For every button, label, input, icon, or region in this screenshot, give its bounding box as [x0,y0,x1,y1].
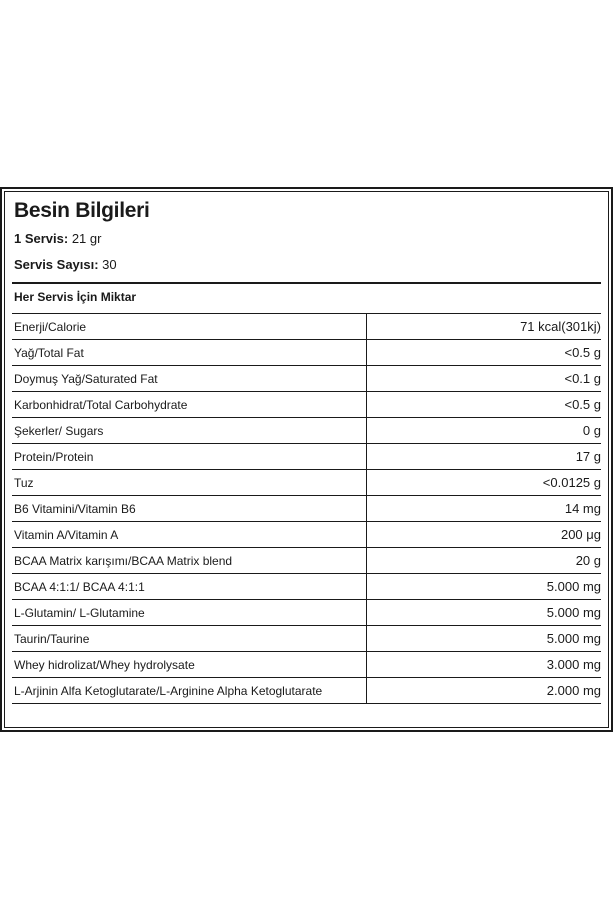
nutrient-value: 17 g [366,444,601,470]
nutrient-name: Enerji/Calorie [12,314,366,340]
table-row [12,366,601,392]
nutrient-name: Protein/Protein [12,444,366,470]
nutrient-name: Karbonhidrat/Total Carbohydrate [12,392,366,418]
nutrient-name: Yağ/Total Fat [12,340,366,366]
nutrient-name: L-Glutamin/ L-Glutamine [12,600,366,626]
table-row [12,418,601,444]
nutrition-label [0,187,613,732]
servings-label: Servis Sayısı: [14,257,99,272]
nutrient-value: 71 kcal(301kj) [366,314,601,340]
amount-per-serving-header: Her Servis İçin Miktar [14,290,137,304]
nutrient-name: B6 Vitamini/Vitamin B6 [12,496,366,522]
serving-size-label: 1 Servis: [14,231,69,246]
servings-per-container [14,257,117,272]
table-row [12,548,601,574]
nutrient-value: 0 g [366,418,601,444]
nutrient-name: BCAA 4:1:1/ BCAA 4:1:1 [12,574,366,600]
nutrient-name: L-Arjinin Alfa Ketoglutarate/L-Arginine Alpha Ketoglutarate [12,678,366,704]
table-row [12,522,601,548]
nutrient-value: 5.000 mg [366,626,601,652]
nutrient-name: Taurin/Taurine [12,626,366,652]
section-divider [12,282,601,284]
table-row [12,652,601,678]
table-row [12,444,601,470]
servings-value: 30 [98,257,117,272]
nutrition-table-body [12,314,601,704]
table-row [12,470,601,496]
nutrient-name: BCAA Matrix karışımı/BCAA Matrix blend [12,548,366,574]
nutrient-value: 5.000 mg [366,574,601,600]
nutrient-value: 3.000 mg [366,652,601,678]
nutrient-value: 20 g [366,548,601,574]
nutrient-name: Doymuş Yağ/Saturated Fat [12,366,366,392]
table-row [12,678,601,704]
nutrient-name: Whey hidrolizat/Whey hydrolysate [12,652,366,678]
table-row [12,314,601,340]
serving-size-value: 21 gr [68,231,102,246]
nutrient-name: Vitamin A/Vitamin A [12,522,366,548]
table-row [12,626,601,652]
nutrient-value: <0.5 g [366,340,601,366]
label-title: Besin Bilgileri [14,199,150,222]
table-row [12,574,601,600]
table-row [12,496,601,522]
table-row [12,392,601,418]
nutrient-value: <0.0125 g [366,470,601,496]
nutrient-value: <0.5 g [366,392,601,418]
nutrient-value: 2.000 mg [366,678,601,704]
nutrient-value: 5.000 mg [366,600,601,626]
nutrient-name: Tuz [12,470,366,496]
nutrient-value: 200 μg [366,522,601,548]
table-row [12,600,601,626]
nutrient-value: <0.1 g [366,366,601,392]
table-row [12,340,601,366]
nutrient-value: 14 mg [366,496,601,522]
nutrition-table [12,313,601,704]
serving-size [14,231,101,246]
nutrient-name: Şekerler/ Sugars [12,418,366,444]
